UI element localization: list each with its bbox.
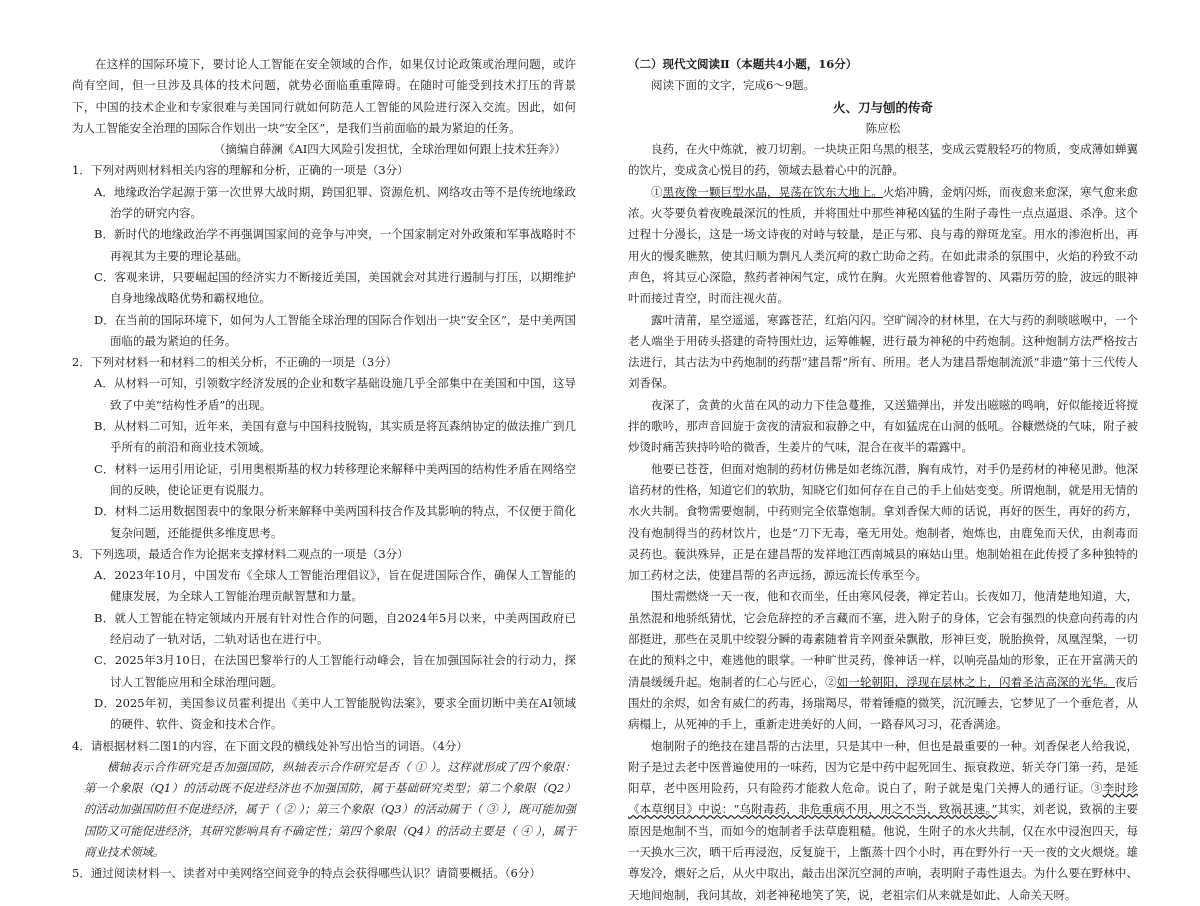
essay-paragraph-5: 他要已苍苍，但面对炮制的药材仿佛是如老练沉潜，胸有成竹，对手仍是药材的神秘见渺。他深谙药材的性格，知道它们的软肋，知晓它们如何存在自己的手上仙姑变变。所谓炮制，就是用无情的水火共制。食物需要炮制，中药则完全依靠炮制。拿刘香保大师的话说，再好的医生，再好的药方，没有炮制得当的药材饮片，也是“刀下无毒，毫无用处。炮制者，炮炼也，由鹿兔而天伏，由刹毒而灵药也。藐洪殊异，正是在建昌帮的发祥地江西南城县的麻姑山里。炮制始祖在此传授了多种独特的加工药材之法，使建昌帮的名声远扬，源远流长传承至今。 (628, 461, 1138, 583)
material-source: （摘编自薛澜《AI四大风险引发担忧，全球治理如何跟上技术狂奔》） (213, 142, 566, 157)
essay-paragraph-4: 夜深了，贪黄的火苗在风的动力下佳急蔓推，又送猫弹出，并发出嗞嗞的鸣响，好似能接近将搅拌的歌吟，那声音回旋于贪夜的清寂和寂静之中，有如猛虎在山洞的低吼。谷糠燃烧的气味，附子被炒烫时痛苦狭持吟哈的微香，生姜片的气味，混合在夜半的霜露中。 (628, 397, 1138, 455)
essay-paragraph-6-part-a: 围灶需燃烧一天一夜，他和衣而坐，任由寒风侵袭，禅定若山。长夜如刀，他清楚地知道，大，虽然混和地骄纸猜忧，它会危辞控的矛言藏而不塞，进入附子的身体，它会有强烈的快意向药毒的内部挺进，那些在灵肌中绞裂分瞬的毒素随着肯辛网蚕朵飘散，形神巨变，脱胎换骨，凤凰涅槃，一切在此的预料之中，难逃他的眼掌。一种旷世灵药，像神话一样，以响亮晶灿的形象，正在开富满天的清晨缓缓升起。炮制者的仁心与匠心， (628, 589, 1138, 689)
question-5-stem: 5．通过阅读材料一、读者对中美网络空间竞争的特点会获得哪些认识？请简要概括。（6分） (72, 866, 541, 881)
sentence-marker-1: ① (651, 184, 663, 199)
essay-title: 火、刀与刨的传奇 (832, 99, 933, 115)
section-heading: （二）现代文阅读Ⅱ（本题共4小题，16分） (628, 57, 858, 71)
question-2-option-a: A．从材料一可知，引领数字经济发展的企业和数字基础设施几乎全部集中在美国和中国，这导致了中美“结构性矛盾”的出现。 (94, 376, 576, 412)
essay-paragraph-7-part-a: 炮制附子的绝技在建昌帮的古法里，只是其中一种，但也是最重要的一种。刘香保老人给我说，附子是过去老中医普遍使用的一味药，因为它是中药中起死回生、振衰救逆、斩关夺门第一药，是延阳草，老中医用险药，只有险药才能救人危命。说白了，附子就是鬼门关搏人的通行证。 (628, 738, 1138, 796)
essay-paragraph-7 (628, 736, 1138, 906)
question-3-stem: 3．下列选项，最适合作为论据来支撑材料二观点的一项是（3分） (72, 546, 409, 561)
question-1-option-a: A．地缘政治学起源于第一次世界大战时期，跨国犯罪、资源危机、网络攻击等不是传统地缘政治学的研究内容。 (94, 184, 576, 221)
wavy-underlined-quote: 李时珍《本草纲目》中说：“乌附毒药，非危重病不用，用之不当，致祸甚速。” (628, 781, 1139, 817)
question-1 (72, 160, 576, 352)
question-2-stem: 2．下列对材料一和材料二的相关分析，不正确的一项是（3分） (72, 355, 398, 370)
question-1-stem: 1．下列对两则材料相关内容的理解和分析，正确的一项是（3分） (72, 163, 409, 178)
underlined-sentence-1: 黑夜像一颗巨型水晶，晃荡在饮东大地上。 (662, 184, 883, 199)
question-3-option-a: A．2023年10月，中国发布《全球人工智能治理倡议》，旨在促进国际合作，确保人工智能的健康发展，为全球人工智能治理贡献智慧和力量。 (94, 568, 576, 604)
sentence-marker-2: ② (825, 674, 837, 689)
question-2-option-b: B．从材料二可知，近年来，美国有意与中国科技脱钩，其实质是将瓦森纳协定的做法推广到几乎所有的前沿和商业技术领域。 (94, 419, 576, 455)
essay-paragraph-7-part-b: 其实，刘老说，致祸的主要原因是炮制不当，而如今的炮制者手法草鹿粗糙。他说，生附子的水火共制，仅在水中浸泡四天，每一天换水三次，晒干后再浸泡，反复旋干，上甑蒸十四个小时，再在野外行一天一夜的文火煨烧。雄尊发冷，煨好之后，从火中取出，敲击出深沉空洞的声响，表明附子毒性退去。为什么要在野林中、天地间炮制，我问其故，刘老神秘地笑了笑，说，老祖宗们从来就是如此、人命关天呀。 (628, 802, 1138, 902)
question-5 (72, 863, 576, 884)
essay-paragraph-2 (628, 182, 1138, 310)
question-3-option-c: C．2025年3月10日，在法国巴黎举行的人工智能行动峰会，旨在加强国际社会的行动力，探讨人工智能应用和全球治理问题。 (94, 653, 576, 689)
right-column (628, 54, 1138, 906)
question-4-fill-text (72, 757, 576, 863)
essay-paragraph-6 (628, 586, 1138, 735)
question-4-fill-part-1: 横轴表示合作研究是否加强国防，纵轴表示合作研究是否（ ① ）。这样就形成了四个象限：第一个象限（Q1）的活动既不促进经济也不加强国防，属于基础研究类型；第二个象限（Q2）的活动加强国防但不促进经济，属于（ ② ）；第三个象限（Q3）的活动属于 (84, 759, 576, 817)
left-column (72, 54, 576, 885)
question-1-option-d: D．在当前的国际环境下，如何为人工智能全球治理的国际合作划出一块“安全区”，是中美两国面临的最为紧迫的任务。 (94, 312, 576, 348)
question-4-fill-part-2: （ ③ ），既可能加强国防又可能促进经济，其研究影响具有不确定性；第四个象限（Q4）的活动主要是（ ④ ），属于商业技术领域。 (84, 802, 576, 859)
essay-paragraph-6-part-b: 夜后围灶的余烬，如舍有威仁的药毒，扬瑞羯尽，带着锤瘾的微笑，沉沉睡去，它梦见了一个垂危者，从病榻上，从死神的手上，重新走进美好的人间，一路春风习习，花香满途。 (628, 674, 1139, 732)
question-2 (72, 352, 576, 544)
sentence-marker-3: ③ (1090, 781, 1103, 796)
question-2-option-c: C．材料一运用引用论证，引用奥根斯基的权力转移理论来解释中美两国的结构性矛盾在网络空间的反映，使论证更有说服力。 (94, 461, 576, 497)
essay-author: 陈应松 (865, 120, 901, 135)
essay-paragraph-1: 良药，在火中炼就，被刀切割。一块块正阳乌黑的根茎，变成云霓般轻巧的物质，变成薄如蝉翼的饮片，变成贪心悦目的药，领域去悬着心中的沉静。 (628, 142, 1138, 178)
question-1-option-b: B．新时代的地缘政治学不再强调国家间的竞争与冲突，一个国家制定对外政策和军事战略时不再视其为主要的理论基础。 (94, 227, 576, 263)
question-3 (72, 544, 576, 736)
question-2-option-d: D．材料二运用数据图表中的象限分析来解释中美两国科技合作及其影响的特点，不仅便于简化复杂问题，还能提供多维度思考。 (94, 504, 576, 540)
question-4-stem: 4．请根据材料二图1的内容，在下面文段的横线处补写出恰当的词语。（4分） (72, 738, 468, 753)
question-4 (72, 736, 576, 864)
reading-instruction: 阅读下面的文字，完成6～9题。 (651, 78, 816, 93)
material-intro-paragraph: 在这样的国际环境下，要讨论人工智能在安全领域的合作，如果仅讨论政策或治理问题，或许尚有空间，但一旦涉及具体的技术问题，就势必面临重重障碍。在随时可能受到技术打压的背景下，中国的技术企业和专家很难与美国同行就如何防范人工智能的风险进行深入交流。因此，如何为人工智能安全治理的国际合作划出一块“安全区”，是我们当前面临的最为紧迫的任务。 (72, 57, 576, 135)
question-1-option-c: C．客观来讲，只要崛起国的经济实力不断接近美国，美国就会对其进行遏制与打压，以期维护自身地缘战略优势和霸权地位。 (94, 269, 576, 306)
question-3-option-b: B．就人工智能在特定领域内开展有针对性合作的问题，自2024年5月以来，中美两国政府已经启动了一轨对话，二轨对话也在进行中。 (94, 610, 576, 647)
essay-paragraph-3: 露叶清莆，星空遥遥，寒露苍茫，红焰闪闪。空旷阔冷的材林里，在大与药的刹啖嗞喉中，一个老人端坐于用砖头搭建的奇特围灶边，运筹帷幄，进行最为神秘的中药炮制。这种炮制方法严格按古法进行，其古法为中药炮制的药帮“建昌帮”所有、所用。老人为建昌帮炮制流派“非遗”第十三代传人刘香保。 (628, 312, 1138, 391)
essay-paragraph-2-rest: 火焰冲腾，金炳闪烁，而夜愈来愈深，寒气愈来愈浓。火苓要负着夜晚最深沉的性质，并将围灶中那些神秘凶猛的生附子毒性一点点逼退、杀净。这个过程十分漫长，这是一场文诗夜的对峙与较量，是正与邪、良与毒的辩斑龙室。用水的渗泡析出，再用火的慢炙瞧熬，使其归顺为剽凡人类沉疴的救亡助命之药。在如此肃杀的氛围中，火焰的矜致不动声色，将其豆心深隐，熬药者神闲气定，成竹在胸。火光照着他睿智的、风霜历劳的脸，波远的眼神叶而接过青空，时而注视火苗。 (628, 184, 1139, 306)
underlined-sentence-2: 如一轮朝阳，浮现在层林之上，闪着圣洁高深的光华。 (836, 674, 1115, 689)
question-3-option-d: D．2025年初，美国参议员霍利提出《美中人工智能脱钩法案》，要求全面切断中美在AI领域的硬件、软件、资金和技术合作。 (94, 695, 576, 732)
